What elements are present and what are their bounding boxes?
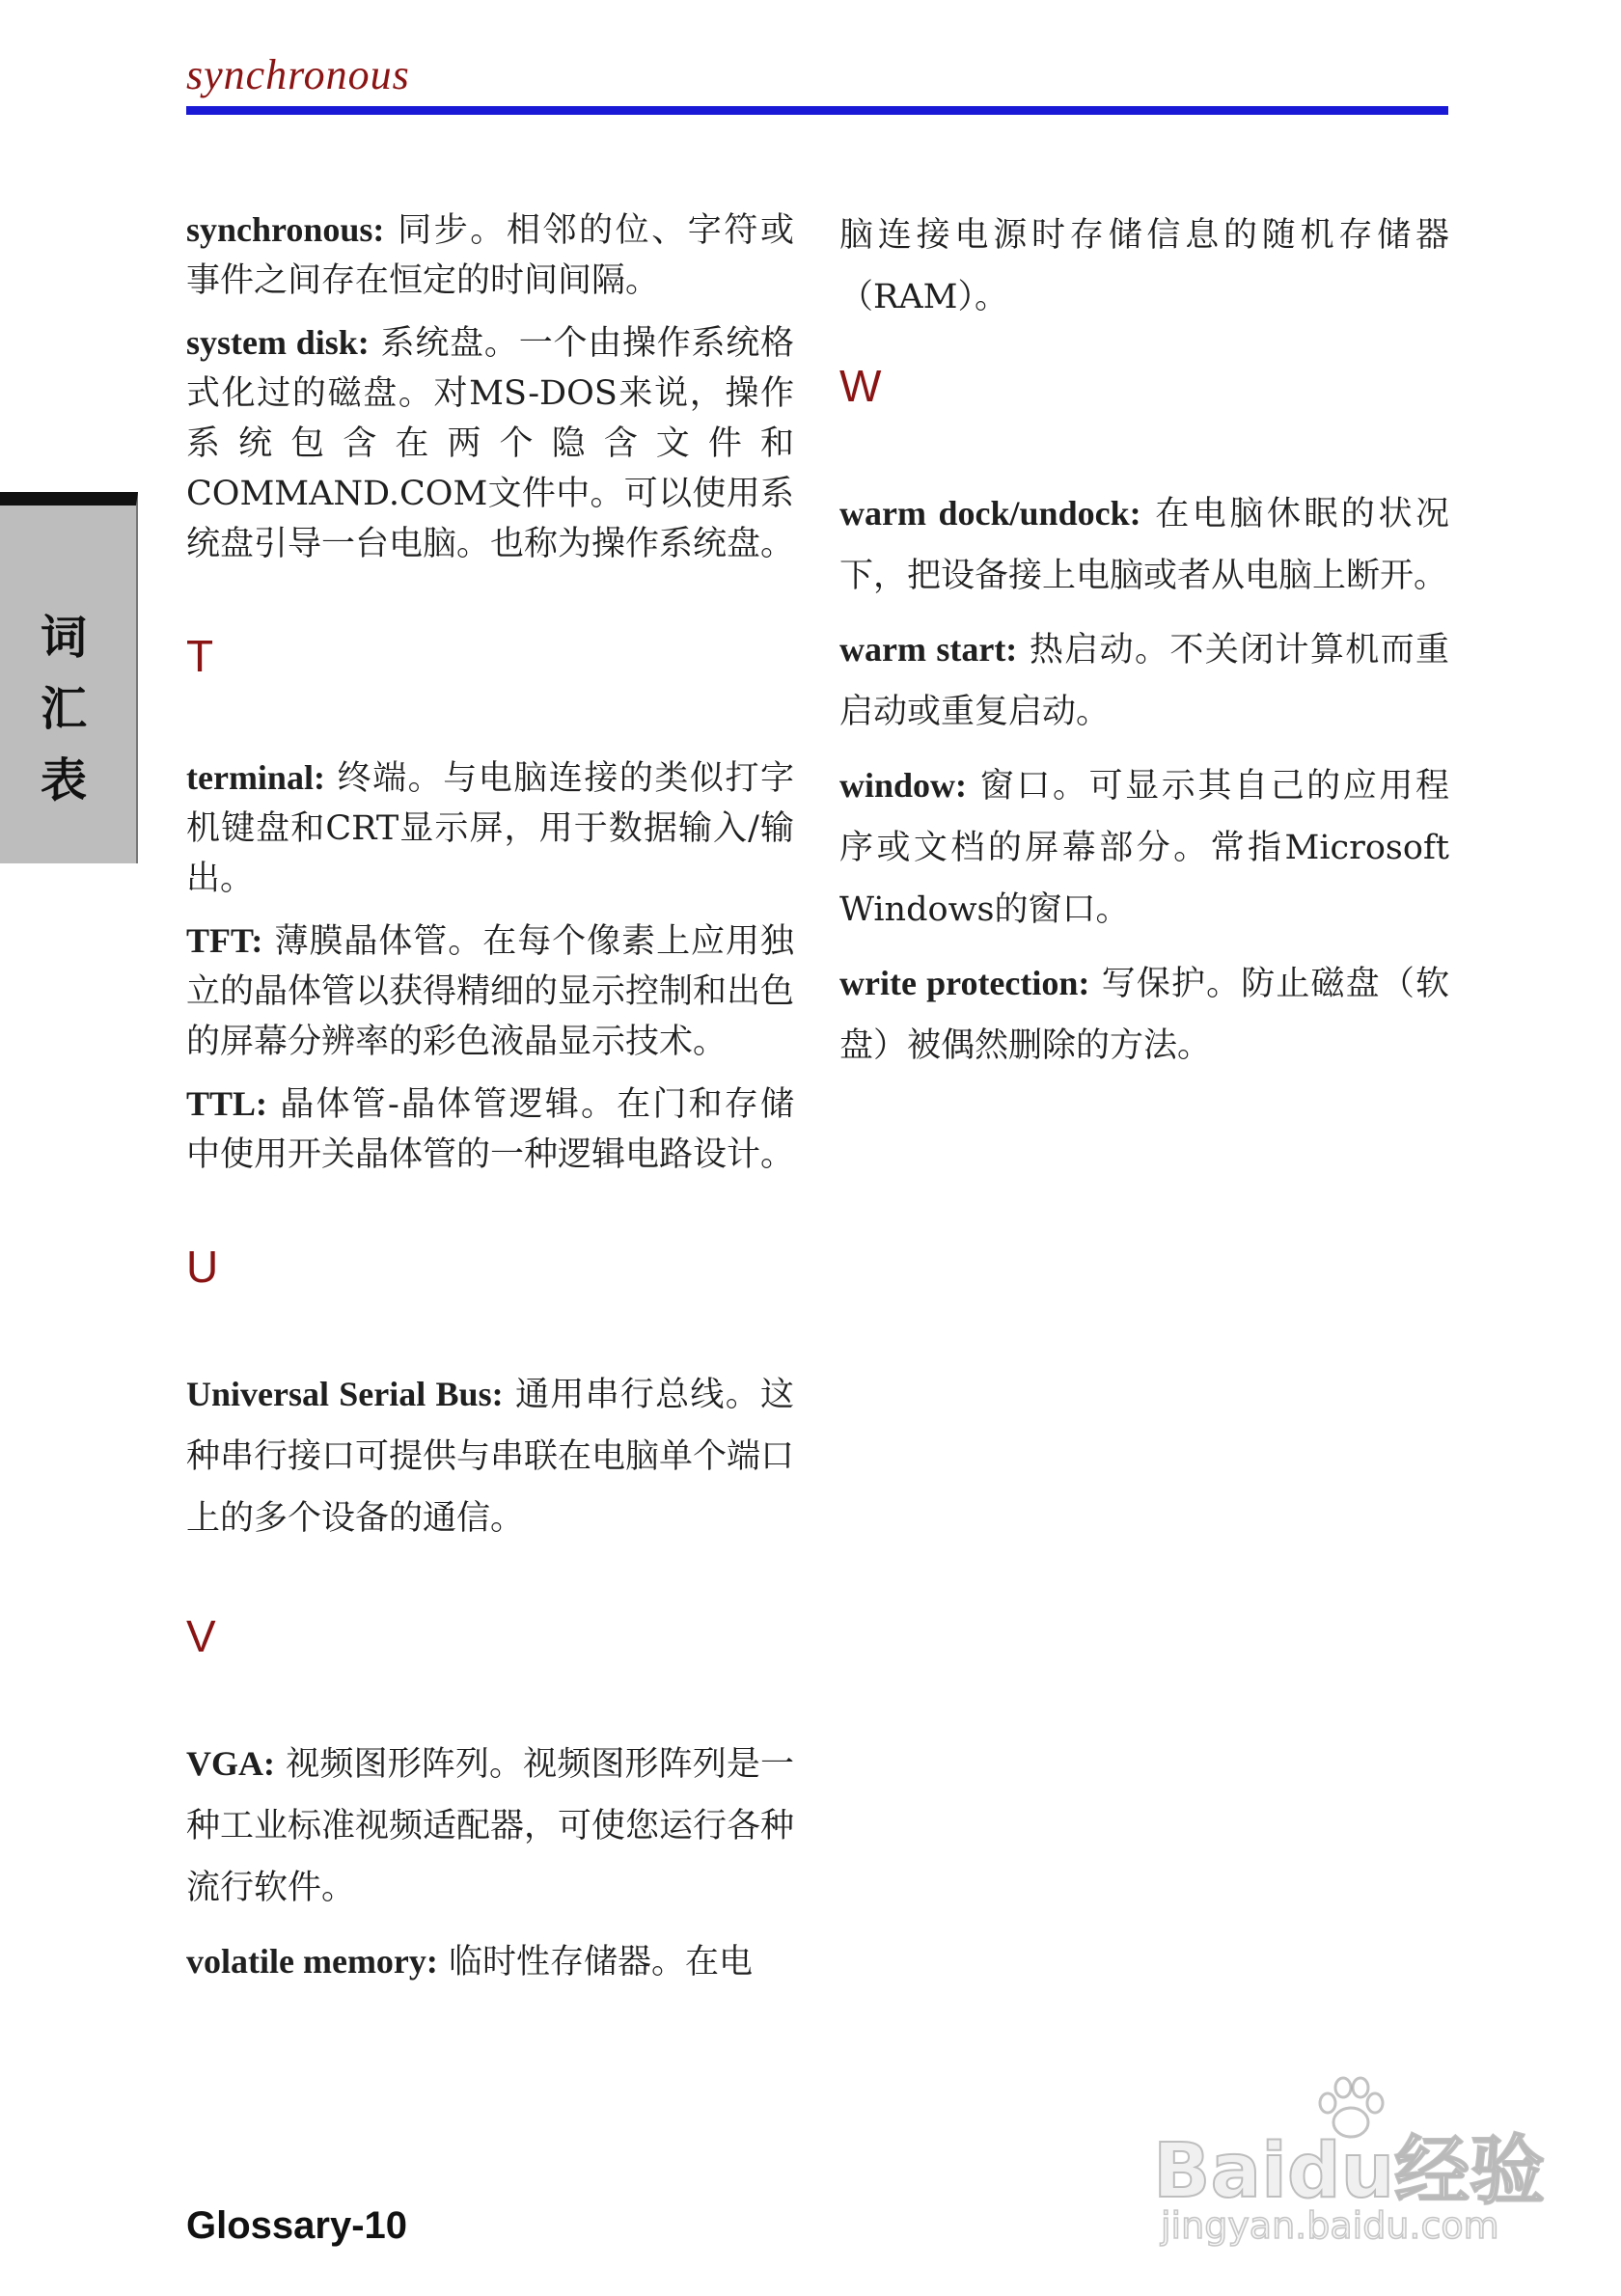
running-header: synchronous (186, 51, 410, 98)
glossary-entry-system-disk (186, 317, 794, 569)
section-heading-u: U (186, 1242, 219, 1292)
side-tab-char: 表 (40, 753, 87, 807)
glossary-entry-write-protection (839, 952, 1449, 1077)
side-tab (0, 492, 138, 863)
entry-definition: 薄膜晶体管。在每个像素上应用独立的晶体管以获得精细的显示控制和出色的屏幕分辨率的彩色液晶显示技术。 (186, 922, 795, 1061)
entry-definition: 在电脑休眠的状况下，把设备接上电脑或者从电脑上断开。 (839, 495, 1449, 595)
entry-definition: 晶体管-晶体管逻辑。在门和存储中使用开关晶体管的一种逻辑电路设计。 (186, 1085, 795, 1174)
glossary-entry-continuation (839, 205, 1449, 328)
glossary-entry-warm-start (839, 618, 1449, 743)
glossary-entry-synchronous (186, 205, 794, 306)
right-column (839, 205, 1449, 1088)
side-tab-label (35, 602, 93, 816)
entry-definition: 写保护。防止磁盘（软盘）被偶然删除的方法。 (839, 965, 1449, 1065)
entry-definition: 脑连接电源时存储信息的随机存储器（RAM）。 (839, 216, 1449, 316)
left-column (186, 205, 794, 2005)
entry-term: volatile memory: (186, 1942, 438, 1981)
entry-definition: 临时性存储器。在电 (449, 1943, 754, 1982)
entry-definition: 同步。相邻的位、字符或事件之间存在恒定的时间间隔。 (186, 211, 794, 300)
glossary-entry-usb (186, 1363, 794, 1549)
section-heading-v: V (186, 1611, 216, 1661)
side-tab-char: 汇 (40, 682, 87, 736)
glossary-entry-window (839, 754, 1449, 941)
side-tab-char: 词 (40, 611, 87, 665)
entry-term: terminal: (186, 758, 325, 797)
entry-definition: 通用串行总线。这种串行接口可提供与串联在电脑单个端口上的多个设备的通信。 (186, 1376, 795, 1538)
glossary-entry-vga (186, 1733, 794, 1919)
entry-term: write protection: (839, 964, 1090, 1002)
page-number: Glossary-10 (186, 2204, 408, 2247)
entry-term: TTL: (186, 1084, 268, 1123)
entry-term: system disk: (186, 323, 370, 362)
watermark-brand: Baidu经验 (1153, 2128, 1546, 2215)
header-rule (186, 106, 1448, 115)
section-heading-w: W (839, 361, 882, 411)
section-heading-t: T (186, 631, 214, 681)
entry-term: warm dock/undock: (839, 494, 1141, 533)
glossary-entry-volatile-memory (186, 1930, 794, 1993)
glossary-entry-warm-dock (839, 482, 1449, 607)
glossary-entry-terminal (186, 752, 794, 904)
entry-term: Universal Serial Bus: (186, 1375, 504, 1413)
entry-definition: 视频图形阵列。视频图形阵列是一种工业标准视频适配器，可使您运行各种流行软件。 (186, 1745, 795, 1907)
entry-definition: 终端。与电脑连接的类似打字机键盘和CRT显示屏，用于数据输入/输出。 (186, 759, 794, 898)
glossary-entry-ttl (186, 1079, 794, 1180)
entry-term: synchronous: (186, 210, 385, 249)
entry-definition: 窗口。可显示其自己的应用程序或文档的屏幕部分。常指Microsoft Windows的窗口。 (839, 767, 1449, 929)
entry-definition: 热启动。不关闭计算机而重启动或重复启动。 (839, 631, 1449, 731)
entry-term: warm start: (839, 630, 1018, 669)
entry-term: VGA: (186, 1744, 275, 1783)
baidu-watermark (1153, 2074, 1549, 2267)
entry-definition: 系统盘。一个由操作系统格式化过的磁盘。对MS-DOS来说，操作系统包含在两个隐含文件和COMMAND.COM文件中。可以使用系统盘引导一台电脑。也称为操作系统盘。 (186, 324, 795, 563)
watermark-url: jingyan.baidu.com (1161, 2204, 1499, 2247)
glossary-entry-tft (186, 916, 794, 1067)
entry-term: TFT: (186, 921, 263, 960)
entry-term: window: (839, 766, 968, 805)
